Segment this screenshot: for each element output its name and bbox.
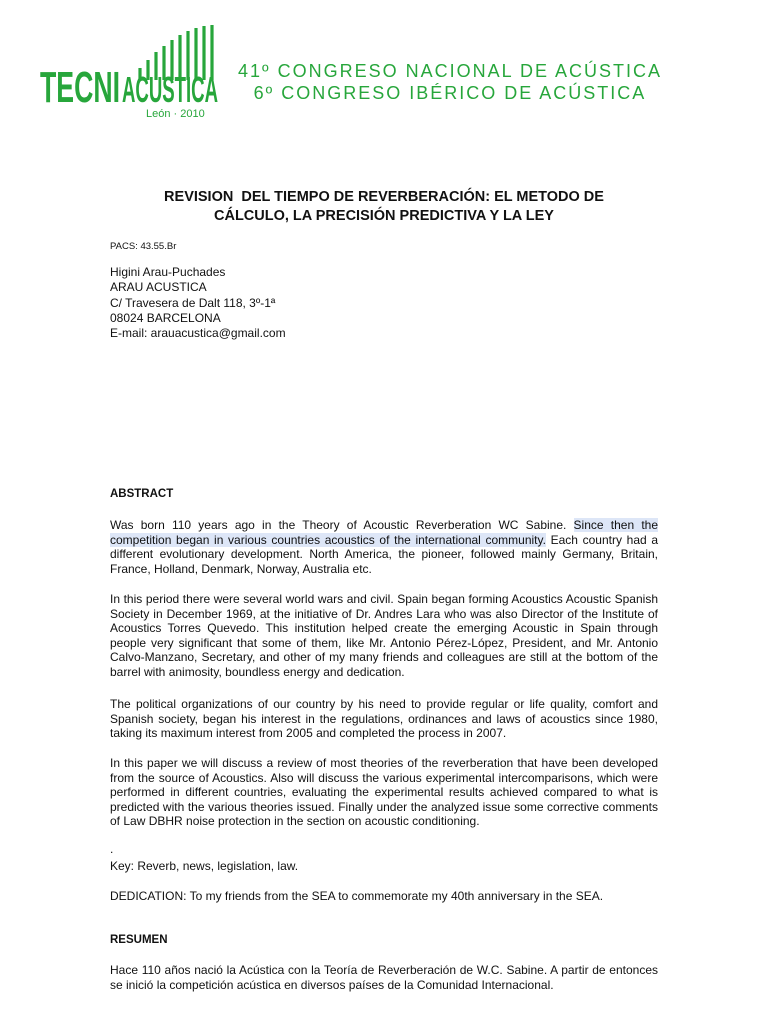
keywords: Key: Reverb, news, legislation, law. xyxy=(110,859,299,873)
paper-title xyxy=(110,188,658,226)
dedication: DEDICATION: To my friends from the SEA to commemorate my 40th anniversary in the SEA. xyxy=(110,889,604,903)
resumen-paragraph-1: Hace 110 años nació la Acústica con la Teoría de Reverberación de W.C. Sabine. A partir de entonces se inició la competición acústica en diversos países de la Comunidad Internacional. xyxy=(110,963,658,992)
logo-text-left: TECNI xyxy=(40,63,120,112)
title-line-1: REVISION DEL TIEMPO DE REVERBERACIÓN: EL METODO DE xyxy=(164,189,604,205)
abstract-p1-highlight: Since then the competition began in various countries acoustics of the international community. xyxy=(110,518,658,547)
resumen-heading: RESUMEN xyxy=(110,934,168,946)
author-email: E-mail: arauacustica@gmail.com xyxy=(110,326,286,341)
logo-text-right: ACUSTICA xyxy=(122,69,218,110)
congress-line-2: 6º CONGRESO IBÉRICO DE ACÚSTICA xyxy=(253,83,647,103)
abstract-paragraph-4: In this paper we will discuss a review of most theories of the reverberation that have been developed from the source of Acoustics. Also will discuss the various experimental intercomparisons, which were performed in different countries, evaluating the experimental results achieved compared to what is predicted with the various theories issued. Finally under the analyzed issue some corrective comments of Law DBHR noise protection in the section on acoustic conditioning. xyxy=(110,756,658,829)
abstract-heading: ABSTRACT xyxy=(110,488,174,500)
author-block xyxy=(110,265,286,341)
separator-dot: . xyxy=(110,842,114,856)
author-name: Higini Arau-Puchades xyxy=(110,265,226,279)
logo-subtitle: León · 2010 xyxy=(146,108,205,120)
abstract-p1-end: Each country had a different evolutionary development. North America, the pioneer, followed mainly Germany, Britain, France, Holland, Denmark, Norway, Australia etc. xyxy=(110,532,658,576)
abstract-p1-start: Was born 110 years ago in the Theory of Acoustic Reverberation WC Sabine. xyxy=(110,518,574,532)
congress-line-1: 41º CONGRESO NACIONAL DE ACÚSTICA xyxy=(238,61,662,81)
author-company: ARAU ACUSTICA xyxy=(110,280,207,295)
title-line-2: CÁLCULO, LA PRECISIÓN PREDICTIVA Y LA LEY xyxy=(214,208,554,224)
author-street: C/ Travesera de Dalt 118, 3º-1ª xyxy=(110,295,276,310)
logo-graphic xyxy=(40,22,225,122)
tecniacustica-logo xyxy=(40,22,225,122)
pacs-code: PACS: 43.55.Br xyxy=(110,241,177,252)
abstract-paragraph-3: The political organizations of our country by his need to provide regular or life quality, comfort and Spanish society, began his interest in the regulations, ordinances and laws of acoustics since 1980, taking its maximum interest from 2005 and completed the process in 2007. xyxy=(110,697,658,741)
author-city: 08024 BARCELONA xyxy=(110,310,221,325)
abstract-paragraph-2: In this period there were several world wars and civil. Spain began forming Acoustics Acoustic Spanish Society in December 1969, at the initiative of Dr. Andres Lara who was also Director of the Institute of Acoustics Torres Quevedo. This institution helped create the emerging Acoustic in Spain through people very significant that some of them, like Mr. Antonio Pérez-López, President, and Mr. Antonio Calvo-Manzano, Secretary, and other of my many friends and colleagues are still at the bottom of the barrel with animosity, boundless energy and dedication. xyxy=(110,592,658,679)
abstract-paragraph-1 xyxy=(110,518,658,576)
congress-heading xyxy=(230,60,670,104)
